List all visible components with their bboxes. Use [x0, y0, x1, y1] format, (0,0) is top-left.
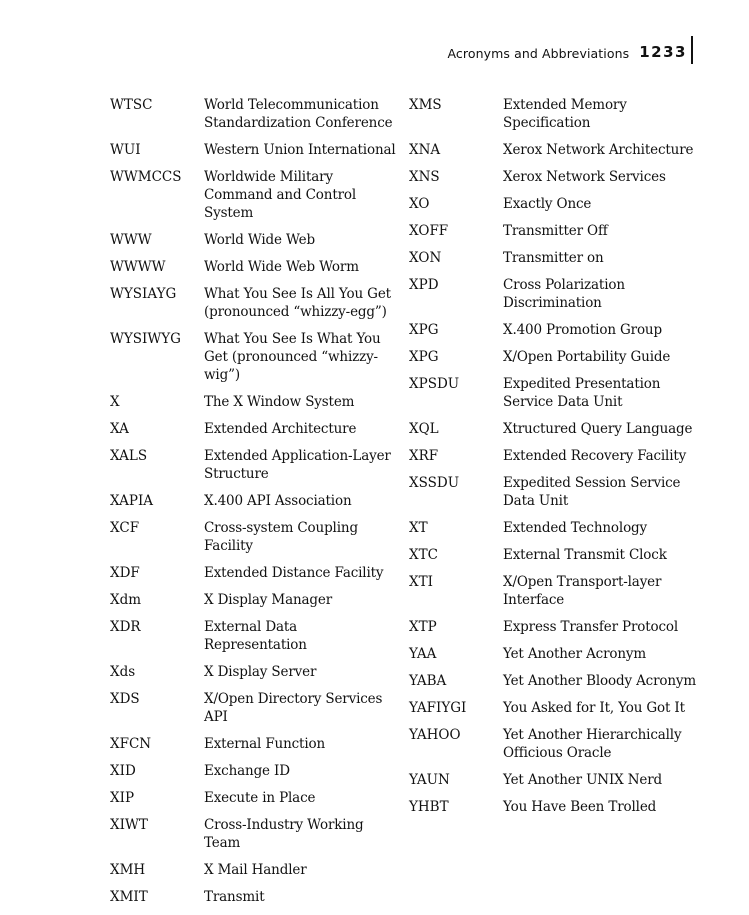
entry-definition: Exchange ID	[204, 763, 290, 779]
glossary-entry	[409, 474, 701, 510]
entry-abbreviation: XIWT	[110, 817, 148, 833]
glossary-entry	[409, 726, 701, 762]
entry-definition: Execute in Place	[204, 790, 316, 806]
entry-abbreviation: XDR	[110, 619, 141, 635]
entry-abbreviation: XALS	[110, 448, 148, 464]
entry-abbreviation: XO	[409, 196, 430, 212]
entry-abbreviation: XMIT	[110, 889, 148, 905]
entry-definition: What You See Is What You Get (pronounced “whizzy-wig”)	[204, 331, 381, 383]
left-column	[110, 96, 402, 915]
entry-definition: Expedited Presentation Service Data Unit	[503, 376, 661, 410]
entry-abbreviation: XTC	[409, 547, 438, 563]
entry-abbreviation: XNA	[409, 142, 441, 158]
entry-definition: You Have Been Trolled	[503, 799, 657, 815]
entry-abbreviation: XT	[409, 520, 428, 536]
glossary-entry	[409, 96, 701, 132]
entry-abbreviation: XDS	[110, 691, 140, 707]
glossary-entry	[110, 168, 402, 222]
entry-abbreviation: YAHOO	[409, 727, 461, 743]
entry-abbreviation: YABA	[409, 673, 447, 689]
entry-abbreviation: XTI	[409, 574, 433, 590]
glossary-entry	[110, 888, 402, 906]
entry-definition: Xtructured Query Language	[503, 421, 693, 437]
glossary-entry	[110, 762, 402, 780]
glossary-entry	[409, 546, 701, 564]
entry-definition: World Wide Web Worm	[204, 259, 359, 275]
entry-abbreviation: WWWW	[110, 259, 166, 275]
glossary-entry	[409, 249, 701, 267]
entry-definition: X/Open Portability Guide	[503, 349, 671, 365]
entry-definition: X Mail Handler	[204, 862, 307, 878]
entry-definition: X Display Server	[204, 664, 317, 680]
entry-abbreviation: XPG	[409, 322, 439, 338]
entry-definition: X/Open Transport-layer Interface	[503, 574, 662, 608]
entry-definition: Exactly Once	[503, 196, 592, 212]
entry-definition: External Function	[204, 736, 326, 752]
entry-definition: X/Open Directory Services API	[204, 691, 383, 725]
entry-definition: Extended Technology	[503, 520, 648, 536]
glossary-entry	[409, 645, 701, 663]
glossary-entry	[409, 699, 701, 717]
glossary-entry	[110, 492, 402, 510]
entry-abbreviation: XSSDU	[409, 475, 460, 491]
entry-definition: X.400 API Association	[204, 493, 352, 509]
glossary-entry	[110, 861, 402, 879]
entry-abbreviation: XPD	[409, 277, 439, 293]
page-number: 1233	[639, 36, 693, 64]
entry-abbreviation: XAPIA	[110, 493, 154, 509]
entry-definition: Expedited Session Service Data Unit	[503, 475, 681, 509]
glossary-entry	[110, 690, 402, 726]
glossary-entry	[409, 798, 701, 816]
entry-abbreviation: WWW	[110, 232, 152, 248]
entry-abbreviation: XID	[110, 763, 136, 779]
entry-abbreviation: YAFIYGI	[409, 700, 467, 716]
glossary-entry	[110, 285, 402, 321]
entry-definition: Cross Polarization Discrimination	[503, 277, 625, 311]
entry-abbreviation: XOFF	[409, 223, 449, 239]
glossary-entry	[110, 618, 402, 654]
entry-definition: Transmitter Off	[503, 223, 608, 239]
glossary-entry	[110, 231, 402, 249]
entry-abbreviation: YHBT	[409, 799, 449, 815]
running-head	[447, 36, 693, 64]
entry-definition: The X Window System	[204, 394, 355, 410]
glossary-entry	[409, 141, 701, 159]
glossary-entry	[110, 330, 402, 384]
entry-abbreviation: XON	[409, 250, 442, 266]
entry-definition: Cross-system Coupling Facility	[204, 520, 358, 554]
glossary-entry	[409, 276, 701, 312]
running-title: Acronyms and Abbreviations	[447, 46, 630, 61]
entry-abbreviation: WYSIWYG	[110, 331, 181, 347]
glossary-entry	[409, 447, 701, 465]
glossary-entry	[110, 591, 402, 609]
entry-definition: Transmit	[204, 889, 265, 905]
entry-abbreviation: WWMCCS	[110, 169, 182, 185]
entry-definition: Worldwide Military Command and Control System	[204, 169, 357, 221]
glossary-entry	[409, 321, 701, 339]
entry-abbreviation: XIP	[110, 790, 135, 806]
glossary-entry	[110, 393, 402, 411]
entry-definition: Express Transfer Protocol	[503, 619, 679, 635]
entry-definition: Western Union International	[204, 142, 396, 158]
glossary-entry	[110, 447, 402, 483]
entry-abbreviation: WYSIAYG	[110, 286, 177, 302]
entry-definition: X.400 Promotion Group	[503, 322, 662, 338]
entry-abbreviation: YAUN	[409, 772, 450, 788]
entry-definition: World Wide Web	[204, 232, 315, 248]
entry-abbreviation: Xds	[110, 664, 136, 680]
entry-definition: Yet Another Bloody Acronym	[503, 673, 697, 689]
entry-definition: External Transmit Clock	[503, 547, 667, 563]
entry-definition: What You See Is All You Get (pronounced “whizzy-egg”)	[204, 286, 391, 320]
glossary-entry	[409, 420, 701, 438]
entry-abbreviation: YAA	[409, 646, 437, 662]
entry-definition: Extended Application-Layer Structure	[204, 448, 391, 482]
entry-definition: You Asked for It, You Got It	[503, 700, 685, 716]
entry-definition: External Data Representation	[204, 619, 307, 653]
entry-abbreviation: XFCN	[110, 736, 152, 752]
glossary-entry	[409, 672, 701, 690]
entry-definition: Transmitter on	[503, 250, 604, 266]
entry-definition: Yet Another UNIX Nerd	[503, 772, 663, 788]
glossary-entry	[110, 258, 402, 276]
entry-definition: Extended Recovery Facility	[503, 448, 687, 464]
entry-abbreviation: XTP	[409, 619, 437, 635]
entry-abbreviation: XPSDU	[409, 376, 460, 392]
entry-definition: Extended Memory Specification	[503, 97, 627, 131]
glossary-entry	[409, 348, 701, 366]
glossary-entry	[110, 663, 402, 681]
glossary-entry	[110, 96, 402, 132]
entry-definition: Extended Distance Facility	[204, 565, 384, 581]
glossary-entry	[110, 816, 402, 852]
entry-abbreviation: XMS	[409, 97, 442, 113]
entry-definition: Yet Another Hierarchically Officious Oracle	[503, 727, 682, 761]
entry-definition: Xerox Network Services	[503, 169, 666, 185]
glossary-entry	[110, 564, 402, 582]
entry-abbreviation: XQL	[409, 421, 439, 437]
glossary-entry	[409, 195, 701, 213]
entry-abbreviation: WTSC	[110, 97, 153, 113]
entry-definition: Cross-Industry Working Team	[204, 817, 364, 851]
entry-definition: Yet Another Acronym	[503, 646, 647, 662]
entry-abbreviation: XNS	[409, 169, 440, 185]
entry-abbreviation: WUI	[110, 142, 141, 158]
glossary-entry	[409, 519, 701, 537]
glossary-entry	[110, 420, 402, 438]
right-column	[409, 96, 701, 825]
entry-abbreviation: XRF	[409, 448, 439, 464]
glossary-entry	[409, 618, 701, 636]
glossary-entry	[409, 375, 701, 411]
entry-abbreviation: XDF	[110, 565, 140, 581]
glossary-entry	[409, 573, 701, 609]
entry-definition: Xerox Network Architecture	[503, 142, 694, 158]
entry-definition: X Display Manager	[204, 592, 333, 608]
glossary-entry	[110, 789, 402, 807]
entry-abbreviation: XCF	[110, 520, 140, 536]
glossary-entry	[110, 519, 402, 555]
entry-abbreviation: X	[110, 394, 120, 410]
entry-abbreviation: XMH	[110, 862, 146, 878]
glossary-entry	[409, 771, 701, 789]
glossary-entry	[409, 168, 701, 186]
glossary-entry	[409, 222, 701, 240]
glossary-entry	[110, 735, 402, 753]
entry-abbreviation: XPG	[409, 349, 439, 365]
entry-definition: World Telecommunication Standardization Conference	[204, 97, 393, 131]
entry-abbreviation: XA	[110, 421, 129, 437]
entry-abbreviation: Xdm	[110, 592, 142, 608]
entry-definition: Extended Architecture	[204, 421, 357, 437]
glossary-entry	[110, 141, 402, 159]
